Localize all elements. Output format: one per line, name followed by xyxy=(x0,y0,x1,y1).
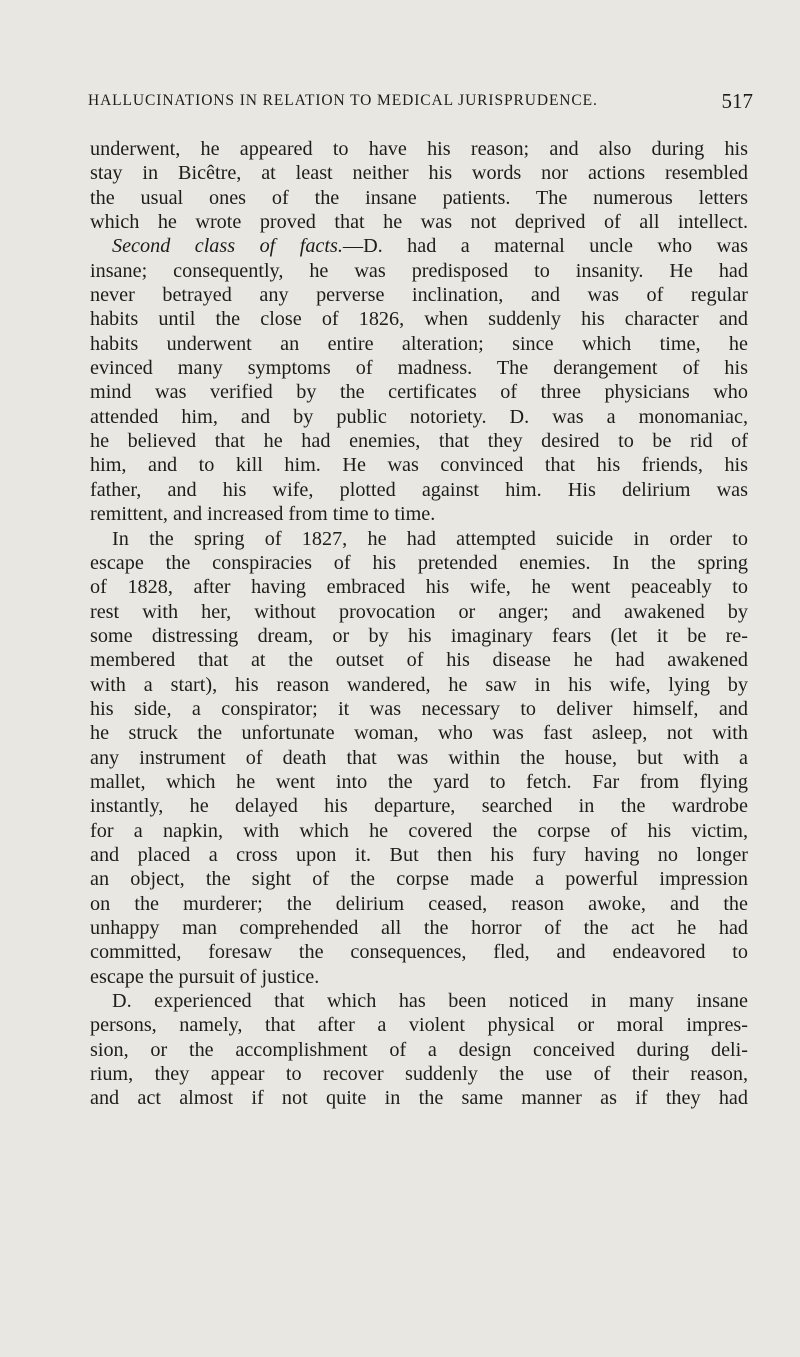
text-line: father, and his wife, plotted against him. His delirium was xyxy=(90,478,748,501)
text-line: he struck the unfortunate woman, who was fast asleep, not with xyxy=(90,722,748,745)
paragraph xyxy=(90,234,748,526)
text-line: unhappy man comprehended all the horror of the act he had xyxy=(90,917,748,939)
text-line: some distressing dream, or by his imaginary fears (let it be re- xyxy=(90,624,748,647)
paragraph xyxy=(90,137,748,234)
page-header xyxy=(88,89,753,122)
text-line: mallet, which he went into the yard to fetch. Far from flying xyxy=(90,770,748,793)
text-line: and placed a cross upon it. But then his fury having no longer xyxy=(90,843,748,866)
paragraph xyxy=(90,527,748,990)
text-line: which he wrote proved that he was not deprived of all intellect. xyxy=(90,211,748,234)
text-line: him, and to kill him. He was convinced that his friends, his xyxy=(90,454,748,477)
body-text xyxy=(90,137,748,1111)
text-line: In the spring of 1827, he had attempted suicide in order to xyxy=(112,527,748,550)
text-line: escape the pursuit of justice. xyxy=(90,965,320,988)
text-line: rest with her, without provocation or anger; and awakened by xyxy=(90,600,748,623)
text-line: with a start), his reason wandered, he saw in his wife, lying by xyxy=(90,673,748,696)
text-line: remittent, and increased from time to time. xyxy=(90,503,436,526)
text-line: habits until the close of 1826, when suddenly his character and xyxy=(90,308,748,331)
text-line: attended him, and by public notoriety. D. was a monomaniac, xyxy=(90,405,748,428)
text-line: of 1828, after having embraced his wife, he went peaceably to xyxy=(90,576,748,599)
text-line: the usual ones of the insane patients. The numerous letters xyxy=(90,186,748,209)
text-run: —D. had a maternal uncle who was xyxy=(342,235,748,258)
page-number: 517 xyxy=(721,89,753,113)
text-line xyxy=(90,234,748,258)
text-line: an object, the sight of the corpse made a powerful impression xyxy=(90,868,748,891)
text-line: evinced many symptoms of madness. The derangement of his xyxy=(90,357,748,380)
text-line: instantly, he delayed his departure, searched in the wardrobe xyxy=(90,795,748,818)
paragraph xyxy=(90,989,748,1111)
text-line: persons, namely, that after a violent physical or moral impres- xyxy=(90,1014,748,1037)
text-line: never betrayed any perverse inclination, and was of regular xyxy=(90,284,748,307)
text-line: D. experienced that which has been noticed in many insane xyxy=(112,990,748,1013)
text-line: committed, foresaw the consequences, fled, and endeavored to xyxy=(90,941,748,964)
text-line: escape the conspiracies of his pretended enemies. In the spring xyxy=(90,551,748,574)
running-title: HALLUCINATIONS IN RELATION TO MEDICAL JURISPRUDENCE. xyxy=(88,92,598,109)
text-line: stay in Bicêtre, at least neither his words nor actions resembled xyxy=(90,162,748,185)
text-line: and act almost if not quite in the same manner as if they had xyxy=(90,1087,748,1110)
text-line: on the murderer; the delirium ceased, reason awoke, and the xyxy=(90,892,748,915)
text-line: he believed that he had enemies, that they desired to be rid of xyxy=(90,430,748,453)
text-line: membered that at the outset of his disease he had awakened xyxy=(90,649,748,672)
text-line: sion, or the accomplishment of a design conceived during deli- xyxy=(90,1038,748,1061)
text-line: mind was verified by the certificates of three physicians who xyxy=(90,381,748,404)
text-line: any instrument of death that was within the house, but with a xyxy=(90,746,748,769)
text-line: rium, they appear to recover suddenly the use of their reason, xyxy=(90,1063,748,1086)
text-line: underwent, he appeared to have his reason; and also during his xyxy=(90,138,748,160)
text-line: insane; consequently, he was predisposed to insanity. He had xyxy=(90,259,748,282)
text-line: for a napkin, with which he covered the corpse of his victim, xyxy=(90,819,748,842)
text-line: his side, a conspirator; it was necessary to deliver himself, and xyxy=(90,697,748,720)
section-heading-italic: Second class of facts. xyxy=(112,235,343,258)
text-line: habits underwent an entire alteration; since which time, he xyxy=(90,332,748,355)
